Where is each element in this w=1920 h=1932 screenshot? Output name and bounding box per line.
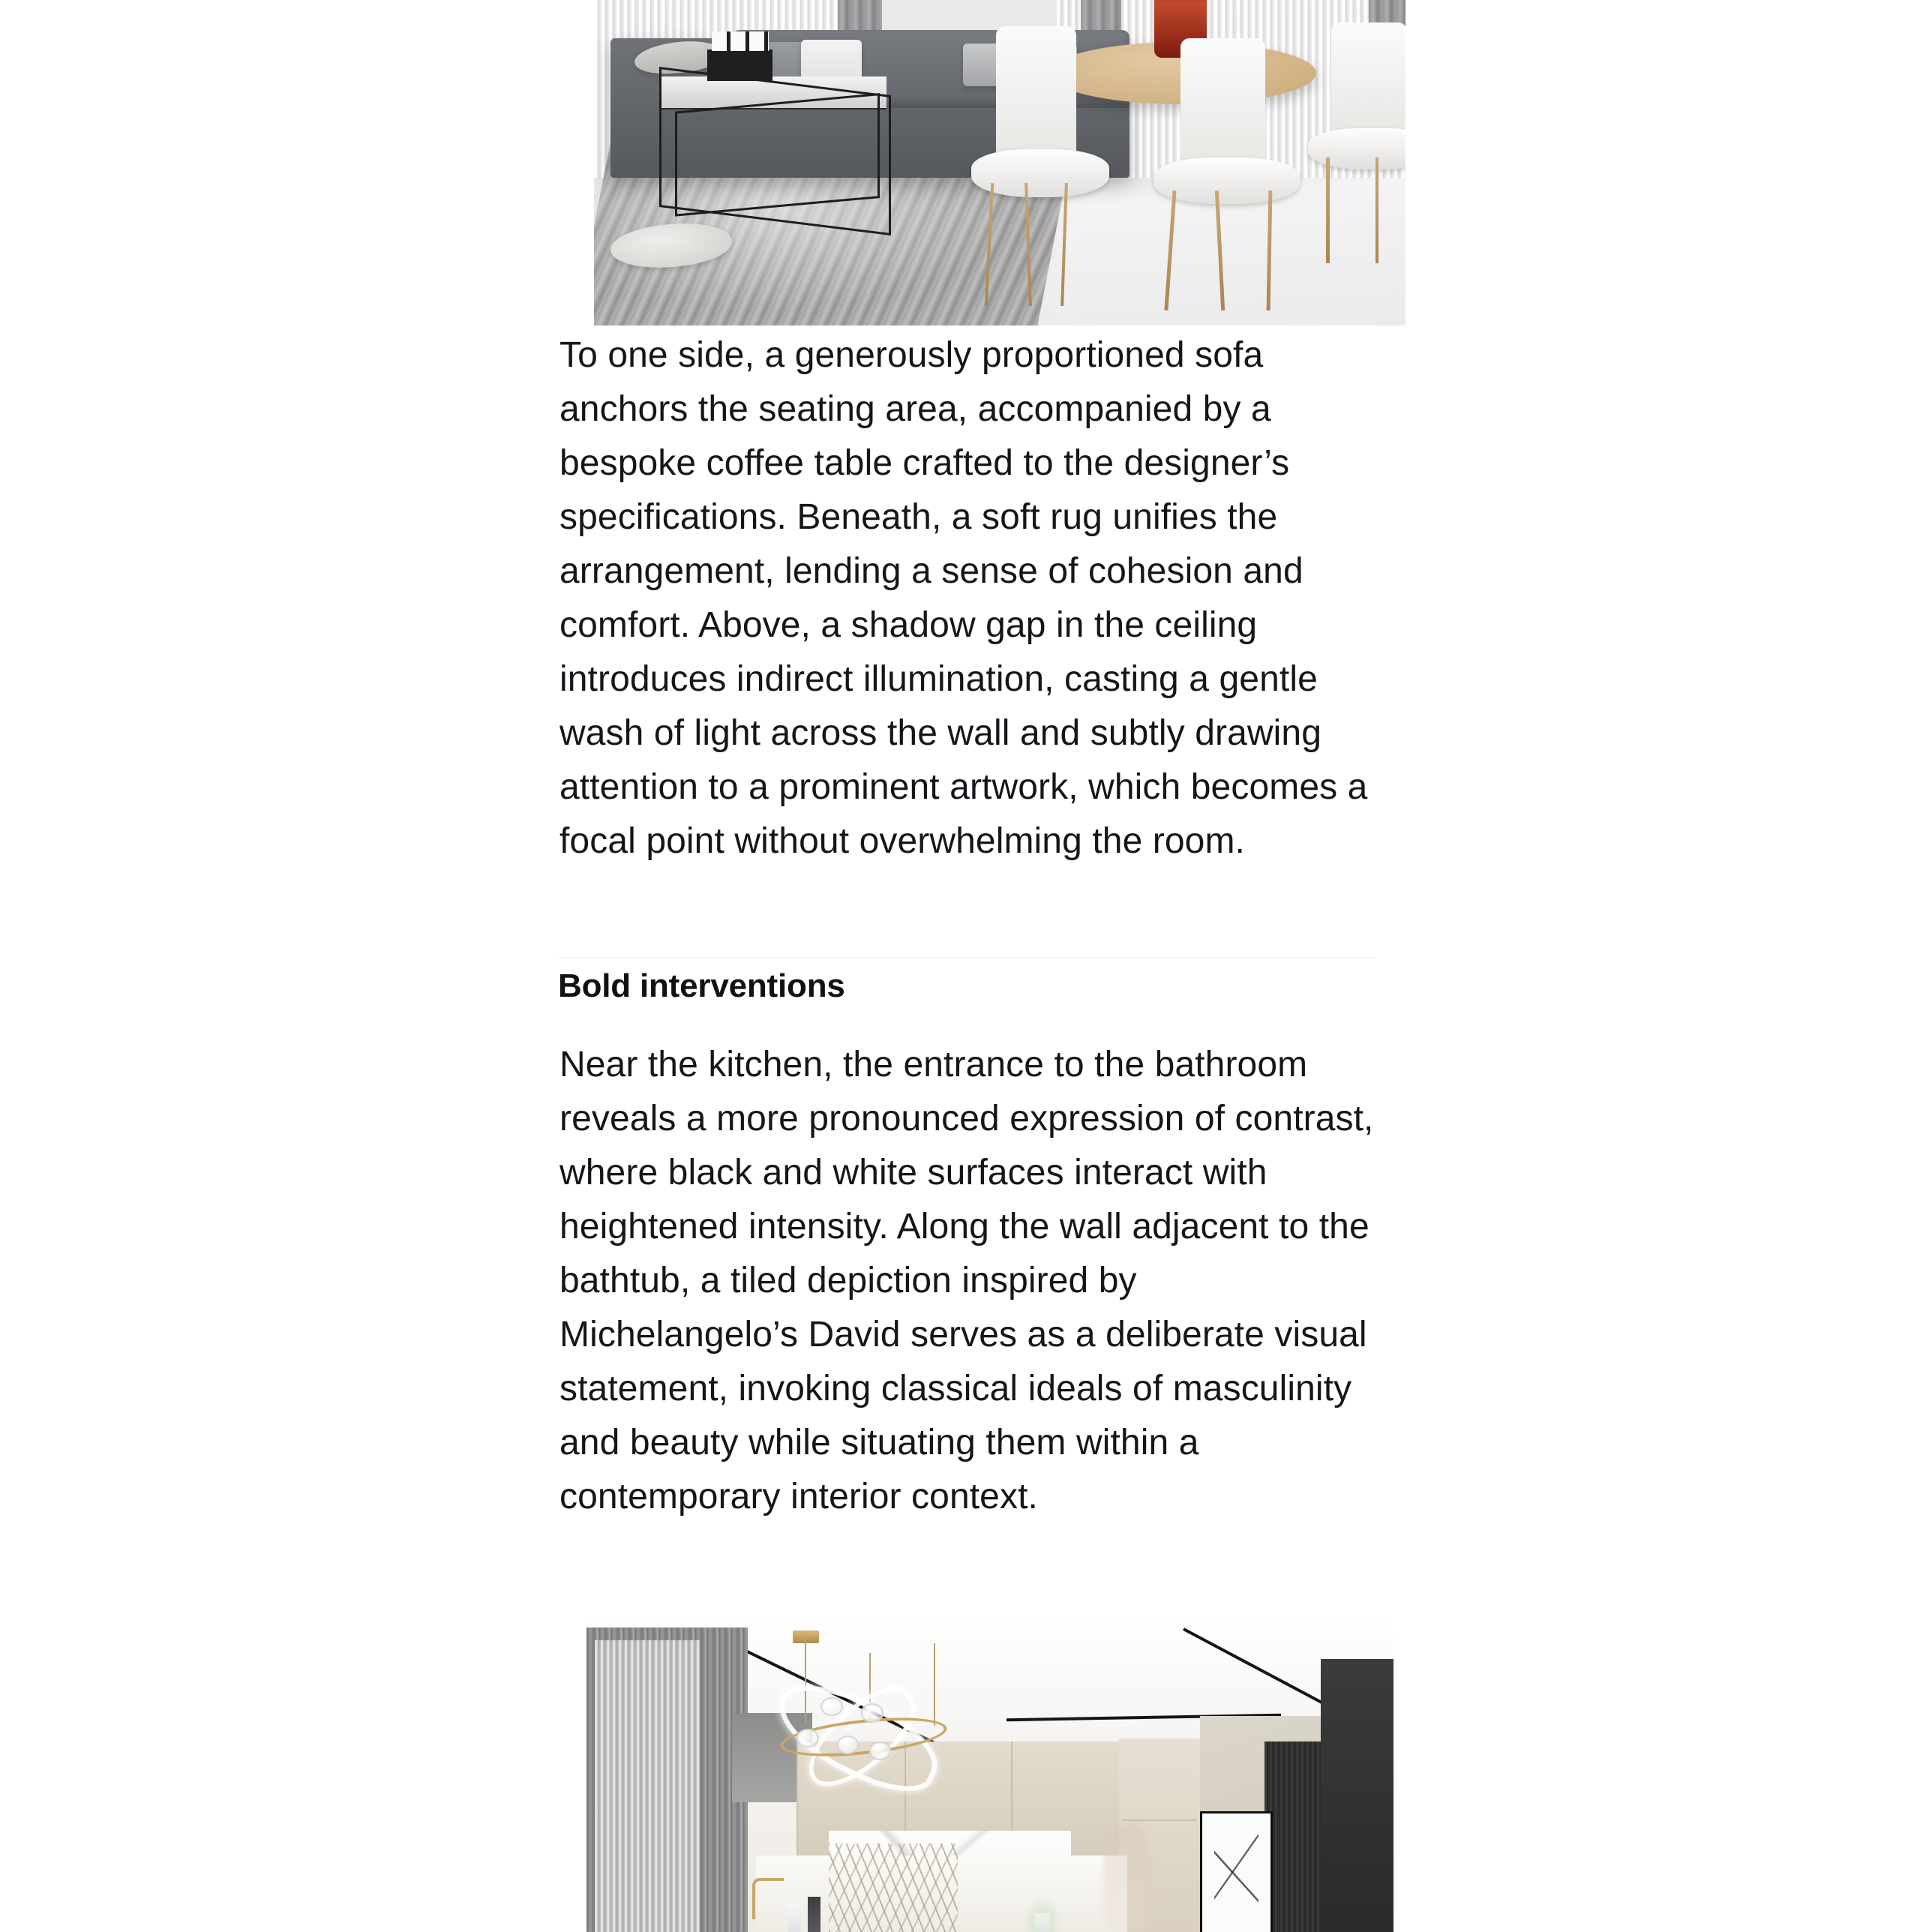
chair-backrest xyxy=(1331,22,1406,138)
kitchen-hallway-photo-render xyxy=(586,1615,1394,1932)
dried-branch-arrangement xyxy=(829,1844,958,1932)
chair-seat xyxy=(1308,128,1406,170)
pendant-canopy xyxy=(793,1630,818,1643)
chair-leg xyxy=(1060,183,1068,306)
sheer-curtain xyxy=(595,1640,700,1932)
pendant-glass-globe xyxy=(861,1703,884,1722)
chair-backrest xyxy=(1180,38,1265,169)
dining-chair-1 xyxy=(971,26,1109,306)
bold-interventions-paragraph: Near the kitchen, the entrance to the bathroom reveals a more pronounced expression of contrast, where black and white surfaces interact with heightened intensity. Along the wall adjacent to the bathtub, a tiled depiction inspired by Michelangelo’s David serves as a deliberate visual statement, invoking classical ideals of masculinity and beauty while situating them within a contemporary interior context. xyxy=(560,1045,1374,1516)
intro-paragraph: To one side, a generously proportioned sofa anchors the seating area, accompanied by a bespoke coffee table crafted to the designer’s specifications. Beneath, a soft rug unifies the arrangement, lending a sense of cohesion and comfort. Above, a shadow gap in the ceiling introduces indirect illumination, casting a gentle wash of light across the wall and subtly drawing attention to a prominent artwork, which becomes a focal point without overwhelming the room. xyxy=(560,335,1368,861)
dining-chair-2 xyxy=(1154,38,1300,310)
chair-leg xyxy=(1326,158,1329,263)
living-room-photo xyxy=(594,0,1406,326)
counter-bottle xyxy=(808,1897,820,1932)
living-room-photo-render xyxy=(594,0,1406,326)
counter-bottle xyxy=(788,1904,801,1932)
pendant-glass-globe xyxy=(820,1697,843,1716)
potted-plant xyxy=(1022,1894,1063,1932)
section-heading-bold-interventions: Bold interventions xyxy=(558,968,845,1004)
chair-seat xyxy=(1154,158,1300,204)
chair-leg xyxy=(1024,183,1032,306)
chair-backrest xyxy=(996,26,1076,160)
kitchen-hallway-photo xyxy=(586,1615,1394,1932)
chair-leg xyxy=(1376,158,1378,263)
chair-leg xyxy=(985,183,994,306)
chair-leg xyxy=(1215,190,1225,310)
dark-wall-panel xyxy=(1321,1659,1394,1932)
brass-faucet xyxy=(752,1878,784,1919)
coffee-table-frame xyxy=(659,67,891,236)
pendant-glass-globe xyxy=(796,1729,819,1748)
framed-artwork xyxy=(1200,1811,1273,1932)
candle-tray xyxy=(707,50,772,80)
dining-chair-3 xyxy=(1308,22,1406,263)
pendant-suspension-wire xyxy=(934,1643,935,1726)
blurred-person xyxy=(1103,1824,1152,1932)
pendant-glass-globe xyxy=(837,1736,860,1754)
chair-leg xyxy=(1267,190,1272,310)
chair-leg xyxy=(1164,190,1176,310)
section-divider xyxy=(556,957,1376,958)
